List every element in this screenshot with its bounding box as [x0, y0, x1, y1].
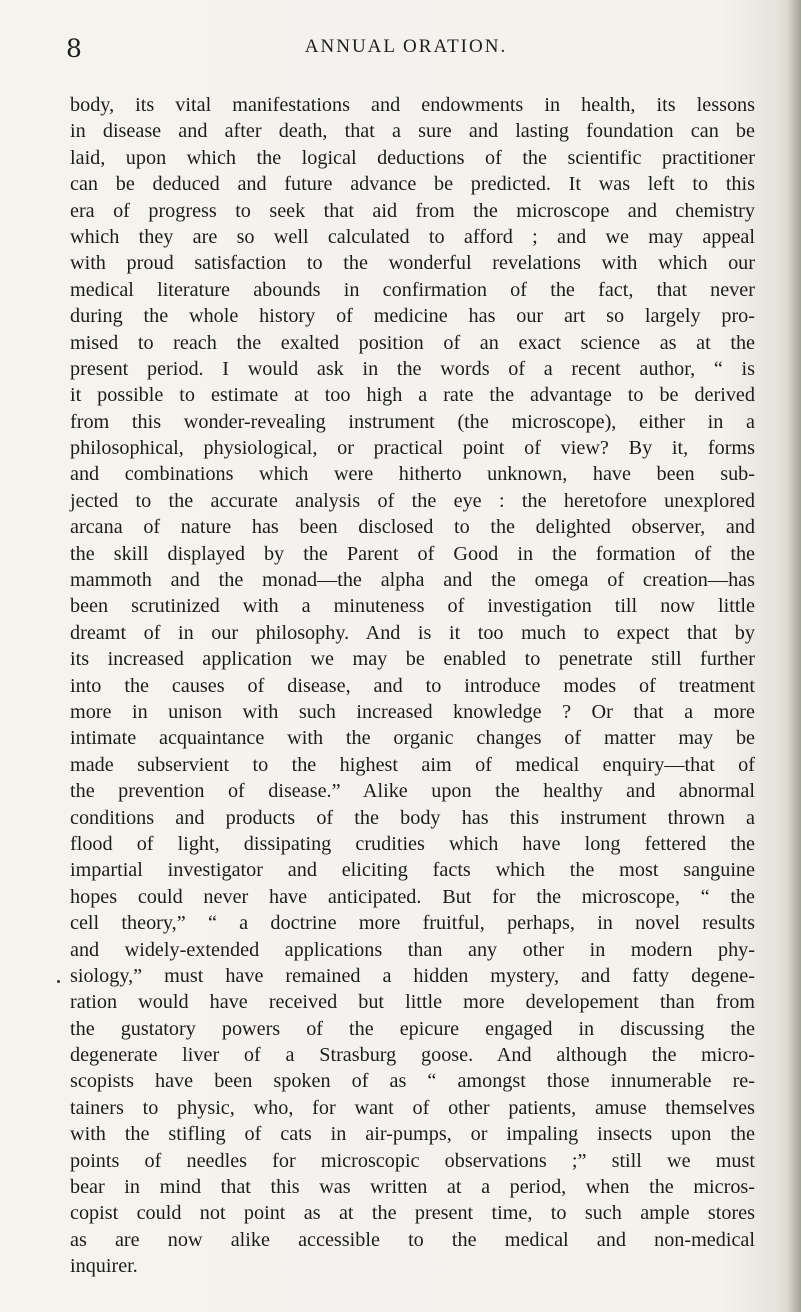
text-line: ration would have received but little more developement than from [70, 991, 755, 1014]
margin-mark [57, 980, 60, 983]
text-line: cell theory,” “ a doctrine more fruitful, perhaps, in novel results [70, 912, 755, 935]
text-line: medical literature abounds in confirmation of the fact, that never [70, 278, 755, 301]
text-line: present period. I would ask in the words of a recent author, “ is [70, 357, 755, 380]
text-line: with proud satisfaction to the wonderful revelations with which our [70, 252, 755, 275]
text-line: the prevention of disease.” Alike upon the healthy and abnormal [70, 780, 755, 803]
text-line: arcana of nature has been disclosed to the delighted observer, and [70, 516, 755, 539]
text-line: from this wonder-revealing instrument (the microscope), either in a [70, 410, 755, 433]
text-line: laid, upon which the logical deductions of the scientific practitioner [70, 146, 755, 169]
text-line: era of progress to seek that aid from the microscope and chemistry [70, 199, 755, 222]
text-line: mammoth and the monad—the alpha and the omega of creation—has [70, 569, 755, 592]
text-line: intimate acquaintance with the organic changes of matter may be [70, 727, 755, 750]
text-line: made subservient to the highest aim of medical enquiry—that of [70, 753, 755, 776]
text-line: and combinations which were hitherto unknown, have been sub- [70, 463, 755, 486]
text-line: more in unison with such increased knowledge ? Or that a more [70, 700, 755, 723]
page-edge-shadow [787, 0, 801, 1312]
text-line: bear in mind that this was written at a period, when the micros- [70, 1176, 755, 1199]
text-line: which they are so well calculated to afford ; and we may appeal [70, 225, 755, 248]
text-line: body, its vital manifestations and endowments in health, its lessons [70, 94, 755, 116]
text-line: the skill displayed by the Parent of Good in the formation of the [70, 542, 755, 565]
page-header [66, 34, 746, 74]
text-line: points of needles for microscopic observations ;” still we must [70, 1149, 755, 1172]
text-line: impartial investigator and eliciting facts which the most sanguine [70, 859, 755, 882]
text-line: the gustatory powers of the epicure engaged in discussing the [70, 1017, 755, 1040]
text-line: been scrutinized with a minuteness of investigation till now little [70, 595, 755, 618]
text-line: philosophical, physiological, or practical point of view? By it, forms [70, 437, 755, 460]
text-line: tainers to physic, who, for want of other patients, amuse themselves [70, 1096, 755, 1119]
text-line: flood of light, dissipating crudities which have long fettered the [70, 832, 755, 855]
text-line: degenerate liver of a Strasburg goose. And although the micro- [70, 1044, 755, 1067]
text-line: inquirer. [70, 1255, 138, 1278]
text-line: siology,” must have remained a hidden mystery, and fatty degene- [70, 964, 755, 987]
running-head: ANNUAL ORATION. [304, 36, 508, 57]
text-line: into the causes of disease, and to introduce modes of treatment [70, 674, 755, 697]
text-line: it possible to estimate at too high a rate the advantage to be derived [70, 384, 755, 407]
body-text [70, 92, 755, 1280]
page-number: 8 [66, 34, 83, 63]
text-line: and widely-extended applications than any other in modern phy- [70, 938, 755, 961]
text-line: dreamt of in our philosophy. And is it too much to expect that by [70, 621, 755, 644]
text-line: conditions and products of the body has this instrument thrown a [70, 806, 755, 829]
text-line: during the whole history of medicine has our art so largely pro- [70, 305, 755, 328]
text-line: hopes could never have anticipated. But for the microscope, “ the [70, 885, 755, 908]
text-line: in disease and after death, that a sure and lasting foundation can be [70, 120, 755, 143]
text-line: as are now alike accessible to the medical and non-medical [70, 1228, 755, 1251]
text-line: copist could not point as at the present time, to such ample stores [70, 1202, 755, 1225]
text-line: scopists have been spoken of as “ amongst those innumerable re- [70, 1070, 755, 1093]
text-line: mised to reach the exalted position of an exact science as at the [70, 331, 755, 354]
text-line: with the stifling of cats in air-pumps, or impaling insects upon the [70, 1123, 755, 1146]
text-line: can be deduced and future advance be predicted. It was left to this [70, 173, 755, 196]
text-line: jected to the accurate analysis of the eye : the heretofore unexplored [70, 489, 755, 512]
text-line: its increased application we may be enabled to penetrate still further [70, 648, 755, 671]
